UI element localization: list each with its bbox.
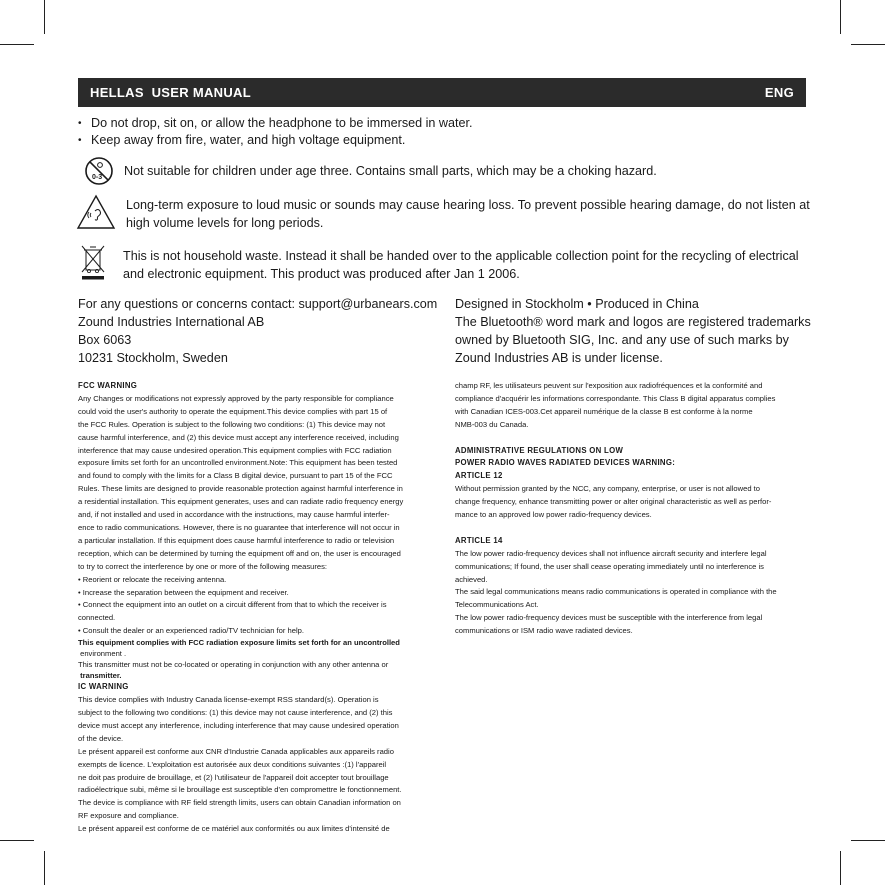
language-label: ENG [764, 85, 794, 100]
article-12-heading: ARTICLE 12 [455, 471, 503, 481]
crop-mark [851, 840, 885, 841]
crop-mark [0, 840, 34, 841]
hearing-warning: Long-term exposure to loud music or sounds may cause hearing loss. To prevent possible hearing damage, do not listen at high volume levels for long periods. [126, 198, 810, 230]
fcc-ic-column: FCC WARNING Any Changes or modifications not expressly approved by the party responsible for compliance could void the user's authority to operate the equipment.This device complies with part 15 of the FCC Rules. Operation is subject to the following two conditions: (1) This device may not cause harmful interference, and (2) this device must accept any interference received, including interference that may cause undesired operation.This equipment complies with FCC radiation exposure limits set forth for an uncontrolled environment.Note: This equipment has been tested and found to comply with the limits for a Class B digital device, pursuant to part 15 of the FCC Rules. These limits are designed to provide reasonable protection against harmful interference in a residential installation. This equipment generates, uses and can radiate radio frequency energy and, if not installed and used in accordance with the instructions, may cause harmful interfer- ence to radio communications. However, there is no guarantee that interference will not occur in a particular installation. If this equipment does cause harmful interference to radio or television reception, which can be determined by turning the equipment off and on, the user is encouraged to try to correct the interference by one or more of the following measures: • Reorient or relocate the receiving antenna. • Increase the separation between the equipment and receiver. • Connect the equipment into an outlet on a circuit different from that to which the receiver is connected. • Consult the dealer or an experienced radio/TV technician for help. This equipment complies with FCC radiation exposure limits set forth for an uncontrolled environment . This transmitter must not be co-located or operating in conjunction with any other antenna or transmitter. IC WARNING This device complies with Industry Canada license-exempt RSS standard(s). Operation is subject to the following two conditions: (1) this device may not cause interference, and (2) this device must accept any interference, including interference that may cause undesired operation of the device. Le présent appareil est conforme aux CNR d'Industrie Canada applicables aux appareils radio exempts de licence. L'exploitation est autorisée aux deux conditions suivantes :(1) l'appareil ne doit pas produire de brouillage, et (2) l'utilisateur de l'appareil doit accepter tout brouillage radioélectrique subi, même si le brouillage est susceptible d'en compromettre le fonctionnement. The device is compliance with RF field strength limits, users can obtain Canadian information on RF exposure and compliance. Le présent appareil est conforme de ce matériel aux conformités ou aux limites d'intensité de [78, 380, 434, 836]
fcc-warning-heading: FCC WARNING [78, 381, 138, 390]
age-restriction-icon [84, 156, 114, 186]
trademark-block: Designed in Stockholm • Produced in China The Bluetooth® word mark and logos are registered trademarks owned by Bluetooth SIG, Inc. and any use of such marks by Zound Industries AB is under license. [455, 297, 811, 365]
age-label: 0-3 [92, 174, 103, 181]
manual-title: HELLAS USER MANUAL [90, 85, 251, 100]
ncc-column: champ RF, les utilisateurs peuvent sur l'exposition aux radiofréquences et la conformité and compliance d'acquérir les informations correspondante. This Class B digital apparatus complies with Canadian ICES-003.Cet appareil numérique de la classe B est conforme à la norme NMB-003 du Canada. ADMINISTRATIVE REGULATIONS ON LOW POWER RADIO WAVES RADIATED DEVICES WARNING: ARTICLE 12 Without permission granted by the NCC, any company, enterprise, or user is not allowed to change frequency, enhance transmitting power or alter original characteristic as well as perfor- mance to an approved low power radio-frequency devices. ARTICLE 14 The low power radio-frequency devices shall not influence aircraft security and interfere legal communications; If found, the user shall cease operating immediately until no interference is achieved. The said legal communications means radio communications is operated in compliance with the Telecommunications Act. The low power radio-frequency devices must be susceptible with the interference from legal communications or ISM radio wave radiated devices. [455, 380, 815, 638]
header-bar [78, 78, 806, 107]
crop-mark [840, 851, 841, 885]
crop-mark [851, 44, 885, 45]
contact-block: For any questions or concerns contact: support@urbanears.com Zound Industries International AB Box 6063 10231 Stockholm, Sweden [78, 297, 438, 365]
hearing-warning-icon [76, 194, 116, 230]
crop-mark [840, 0, 841, 34]
children-warning: Not suitable for children under age three. Contains small parts, which may be a choking hazard. [124, 164, 657, 178]
weee-bin-icon [80, 244, 106, 280]
crop-mark [44, 0, 45, 34]
safety-bullets [78, 115, 473, 149]
list-item: • Do not drop, sit on, or allow the headphone to be immersed in water. [78, 115, 473, 132]
crop-mark [44, 851, 45, 885]
list-item: • Keep away from fire, water, and high voltage equipment. [78, 132, 473, 149]
waste-warning: This is not household waste. Instead it shall be handed over to the applicable collection point for the recycling of electrical and electronic equipment. This product was produced after Jan 1 2006. [123, 249, 799, 281]
crop-mark [0, 44, 34, 45]
ic-warning-heading: IC WARNING [78, 682, 129, 692]
article-14-heading: ARTICLE 14 [455, 535, 503, 545]
admin-regulations-heading: ADMINISTRATIVE REGULATIONS ON LOW [455, 445, 624, 455]
